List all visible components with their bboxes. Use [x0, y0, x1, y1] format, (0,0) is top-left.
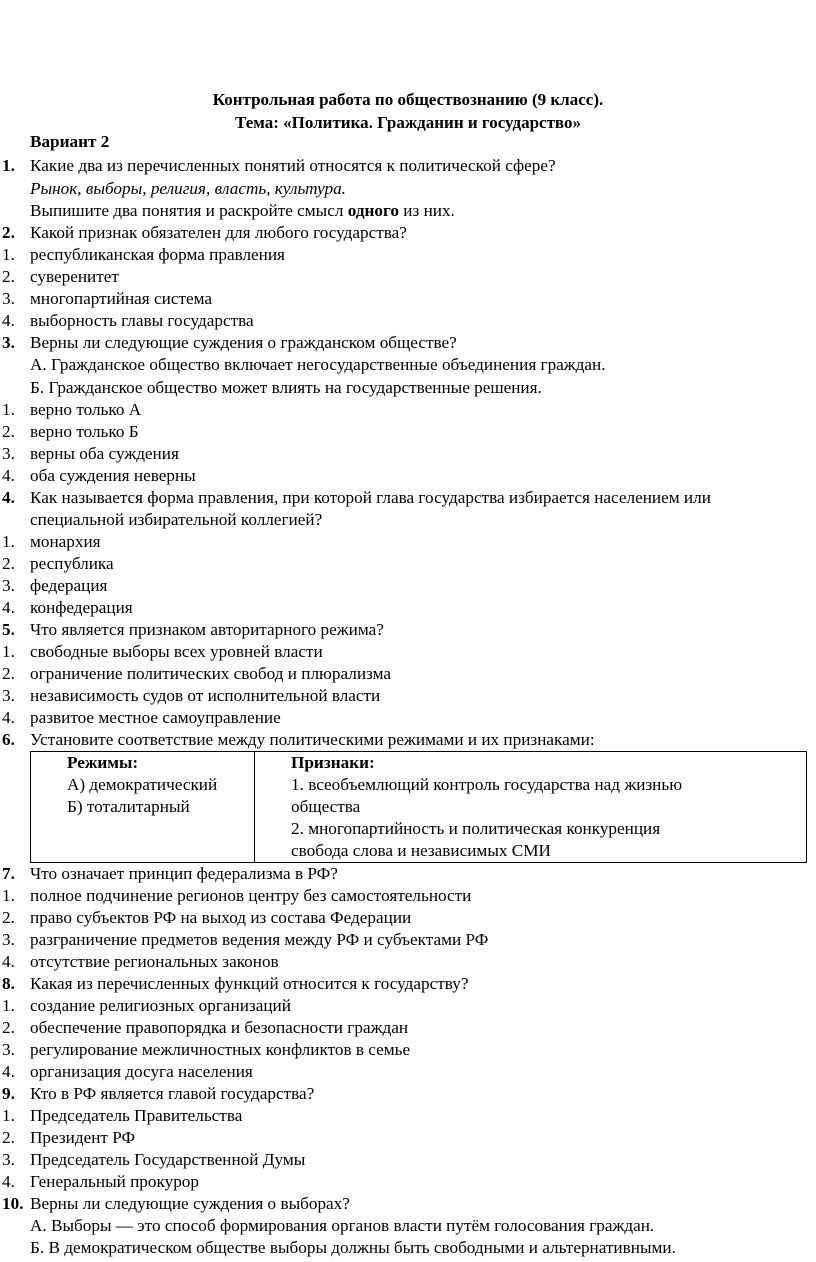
statement-b: Б. В демократическом обществе выборы должны быть свободными и альтернативными.: [30, 1238, 676, 1257]
task-text: Выпишите два понятия и раскройте смысл: [30, 201, 348, 220]
answer-option: 1. полное подчинение регионов центру без самостоятельности: [2, 886, 472, 905]
answer-option: 4. выборность главы государства: [2, 311, 254, 330]
question-italic-text: Рынок, выборы, религия, власть, культура.: [30, 179, 346, 198]
question-text: Что является признаком авторитарного режима?: [30, 620, 384, 639]
answer-option: 2. верно только Б: [2, 422, 139, 441]
question-5: [0, 619, 816, 641]
question-number: 1.: [2, 156, 15, 175]
question-6: [0, 729, 816, 751]
answer-option: 4. Генеральный прокурор: [2, 1172, 199, 1191]
question-text: Верны ли следующие суждения о выборах?: [30, 1194, 350, 1213]
task-text-end: из них.: [398, 201, 455, 220]
question-text: Какой признак обязателен для любого государства?: [30, 223, 407, 242]
answer-option: 2. обеспечение правопорядка и безопасности граждан: [2, 1018, 409, 1037]
question-text: Как называется форма правления, при которой глава государства избирается населением или: [30, 488, 711, 507]
feature-1-cont: общества: [291, 797, 361, 816]
answer-option: 2. ограничение политических свобод и плюрализма: [2, 664, 391, 683]
question-number: 7.: [2, 864, 15, 883]
question-2: [0, 222, 816, 244]
statement-b: Б. Гражданское общество может влиять на государственные решения.: [30, 378, 542, 397]
answer-option: 4. отсутствие региональных законов: [2, 952, 279, 971]
answer-option: 3. независимость судов от исполнительной власти: [2, 686, 381, 705]
matching-table: [30, 751, 807, 863]
answer-option: 2. суверенитет: [2, 267, 119, 286]
question-text: Верны ли следующие суждения о гражданском обществе?: [30, 333, 457, 352]
question-number: 3.: [2, 333, 15, 352]
question-number: 6.: [2, 730, 15, 749]
question-3: [0, 332, 816, 354]
answer-option: 2. Президент РФ: [2, 1128, 136, 1147]
answer-option: 4. оба суждения неверны: [2, 466, 196, 485]
answer-option: 1. верно только А: [2, 400, 142, 419]
question-1: [0, 155, 816, 177]
statement-a: А. Гражданское общество включает негосударственные объединения граждан.: [30, 355, 606, 374]
answer-option: 3. многопартийная система: [2, 289, 212, 308]
answer-option: 4. организация досуга населения: [2, 1062, 253, 1081]
feature-1: 1. всеобъемлющий контроль государства над жизнью: [291, 775, 683, 794]
answer-option: 2. республика: [2, 554, 114, 573]
question-10: [0, 1193, 816, 1215]
doc-title-line1: Контрольная работа по обществознанию (9 класс).: [212, 90, 604, 109]
answer-option: 3. регулирование межличностных конфликтов в семье: [2, 1040, 411, 1059]
question-4: [0, 487, 816, 509]
question-4-cont: специальной избирательной коллегией?: [30, 510, 323, 529]
answer-option: 1. монархия: [2, 532, 101, 551]
answer-option: 3. Председатель Государственной Думы: [2, 1150, 306, 1169]
answer-option: 1. республиканская форма правления: [2, 245, 285, 264]
answer-option: 1. свободные выборы всех уровней власти: [2, 642, 323, 661]
answer-option: 2. право субъектов РФ на выход из состава Федерации: [2, 908, 412, 927]
features-column: [255, 752, 807, 863]
question-9: [0, 1083, 816, 1105]
question-1-task: [0, 200, 816, 222]
task-bold: одного: [347, 201, 399, 220]
answer-option: 1. Председатель Правительства: [2, 1106, 243, 1125]
question-number: 9.: [2, 1084, 15, 1103]
question-text: Что означает принцип федерализма в РФ?: [30, 864, 338, 883]
question-number: 5.: [2, 620, 15, 639]
answer-option: 3. федерация: [2, 576, 108, 595]
variant-label: Вариант 2: [30, 132, 110, 151]
question-text: Установите соответствие между политическими режимами и их признаками:: [30, 730, 595, 749]
question-7: [0, 863, 816, 885]
doc-title-line2: Тема: «Политика. Гражданин и государство»: [235, 113, 581, 132]
feature-2-cont: свобода слова и независимых СМИ: [291, 841, 551, 860]
statement-a: А. Выборы — это способ формирования органов власти путём голосования граждан.: [30, 1216, 655, 1235]
question-1-italic: [0, 178, 816, 200]
regimes-column: [31, 752, 255, 863]
features-header: Признаки:: [291, 753, 375, 772]
question-number: 2.: [2, 223, 15, 242]
question-8: [0, 973, 816, 995]
question-text: Какая из перечисленных функций относится к государству?: [30, 974, 469, 993]
answer-option: 4. развитое местное самоуправление: [2, 708, 281, 727]
answer-option: 3. разграничение предметов ведения между РФ и субъектами РФ: [2, 930, 489, 949]
regime-b: Б) тоталитарный: [67, 797, 190, 816]
regimes-header: Режимы:: [67, 753, 139, 772]
feature-2: 2. многопартийность и политическая конкуренция: [291, 819, 661, 838]
regime-a: А) демократический: [67, 775, 218, 794]
question-number: 10.: [2, 1194, 24, 1213]
question-text: Кто в РФ является главой государства?: [30, 1084, 315, 1103]
question-number: 4.: [2, 488, 15, 507]
answer-option: 4. конфедерация: [2, 598, 133, 617]
question-number: 8.: [2, 974, 15, 993]
answer-option: 3. верны оба суждения: [2, 444, 179, 463]
question-text: Какие два из перечисленных понятий относятся к политической сфере?: [30, 156, 556, 175]
answer-option: 1. создание религиозных организаций: [2, 996, 291, 1015]
